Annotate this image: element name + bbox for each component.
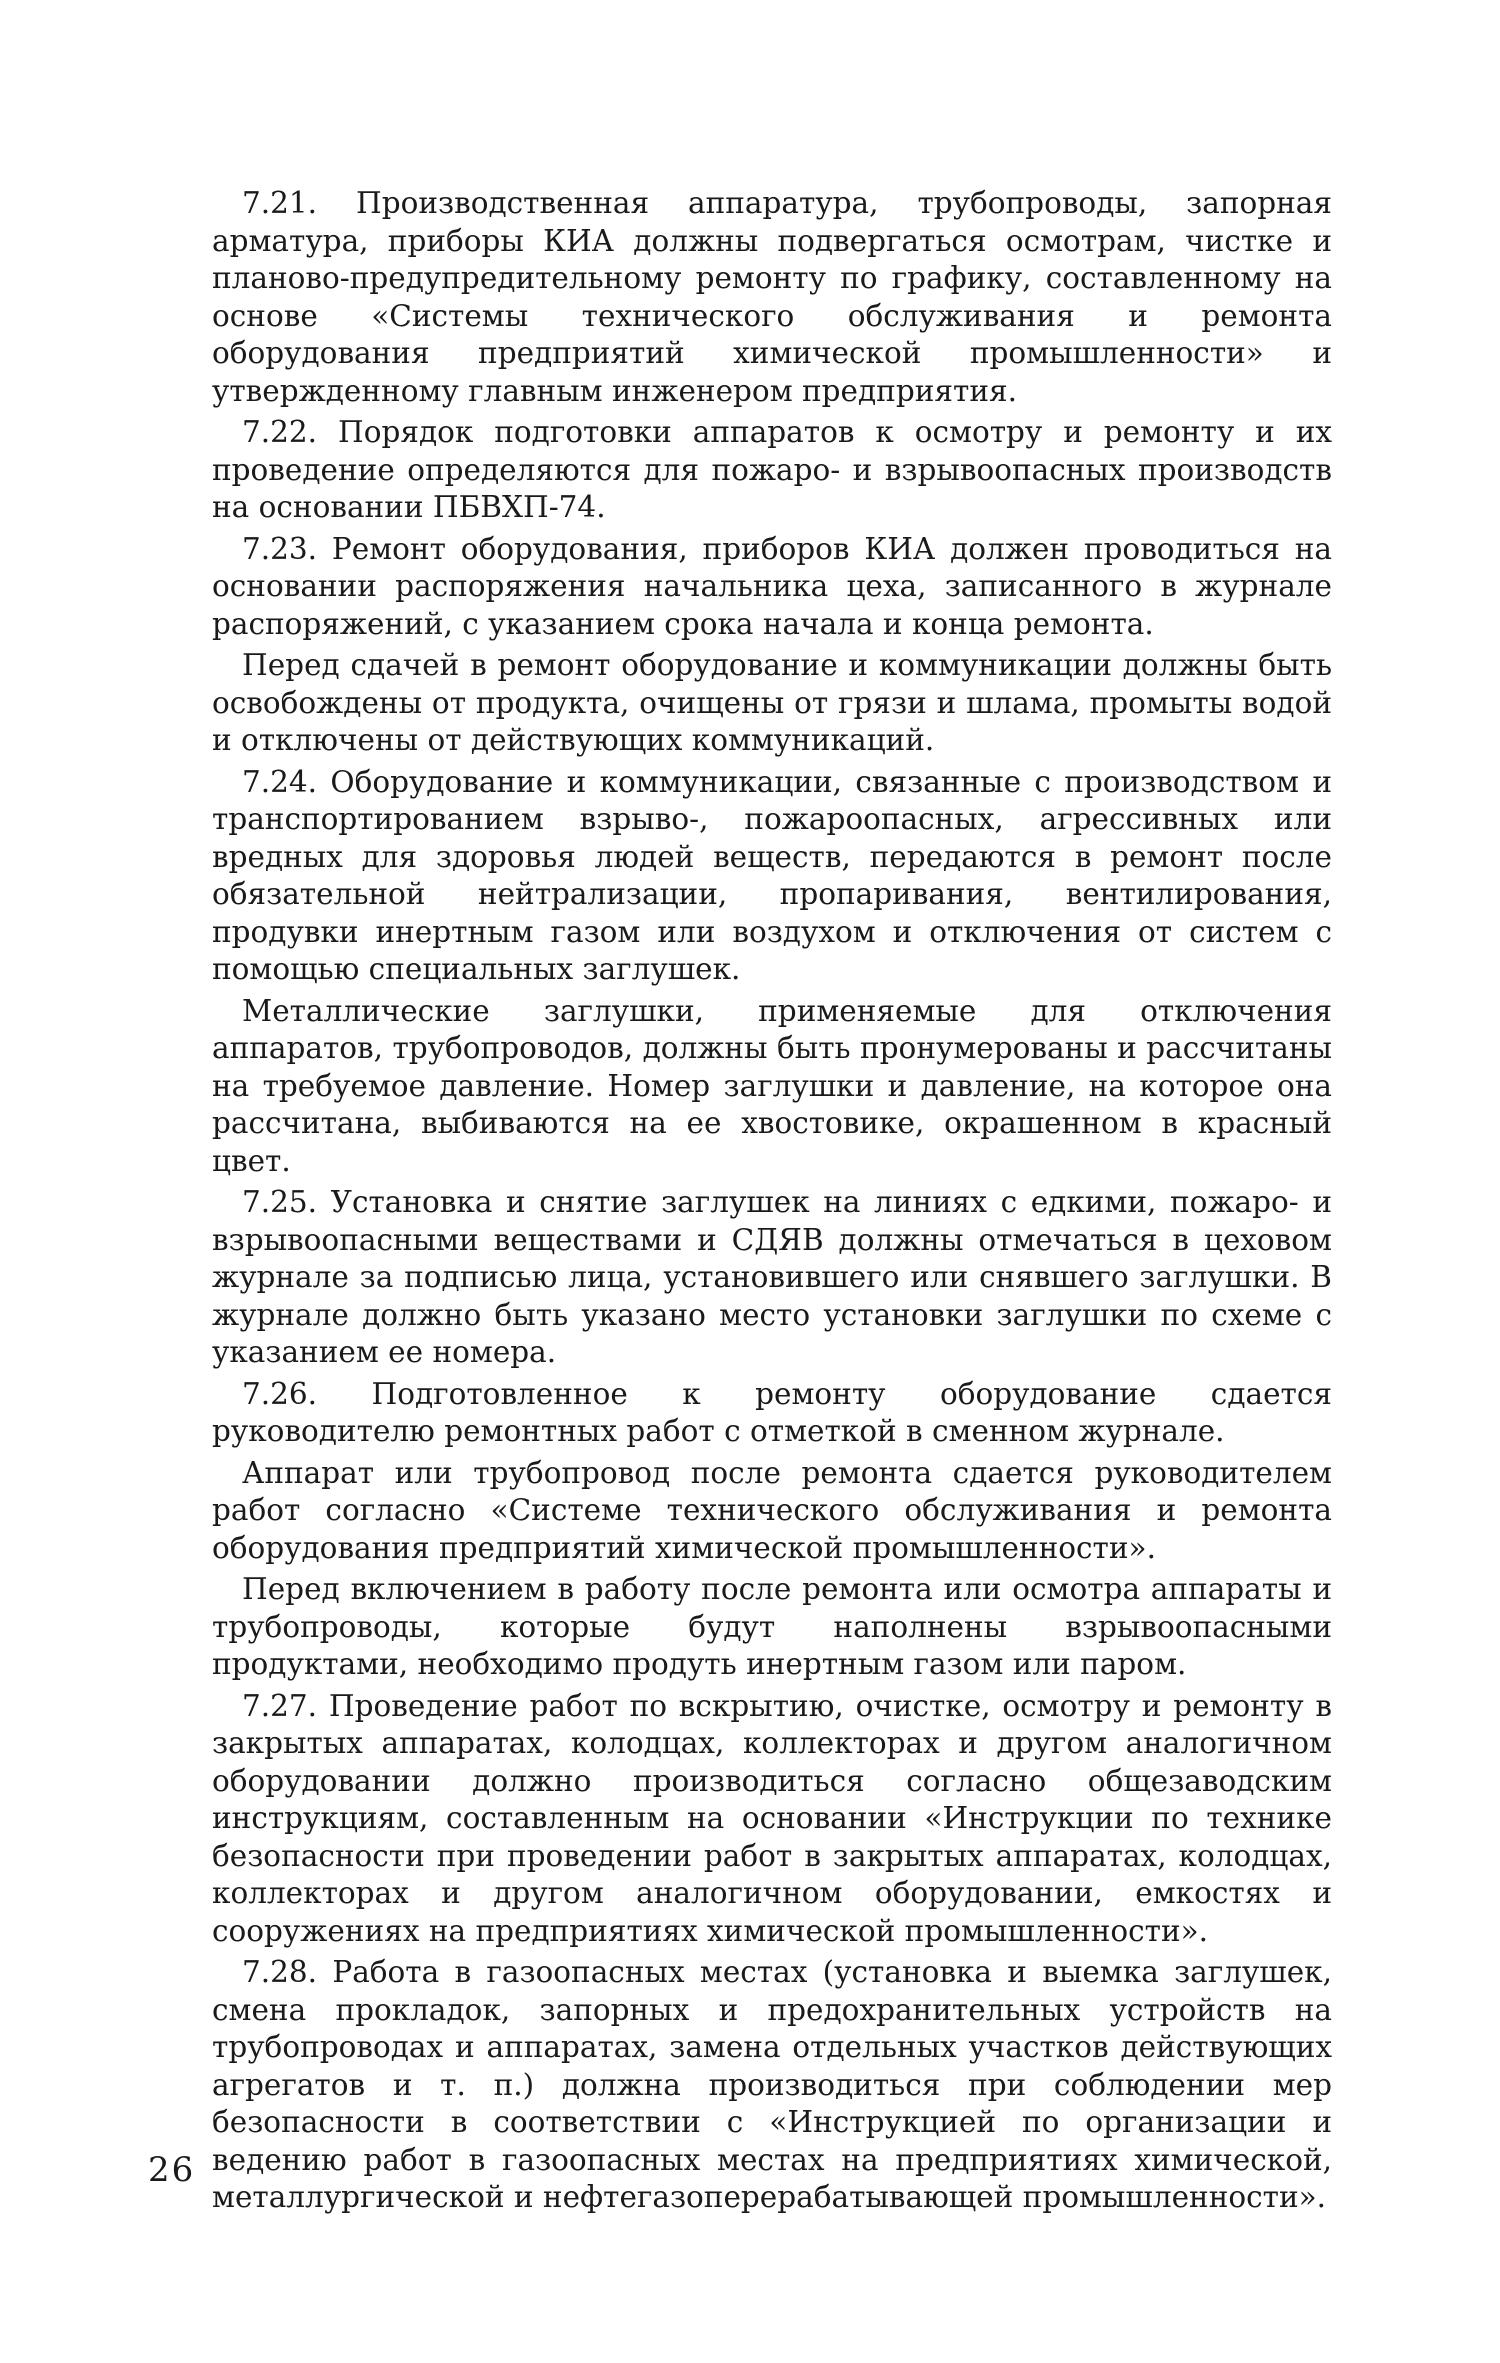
paragraph-7-28: 7.28. Работа в газоопасных местах (установка и выемка заглушек, смена прокладок, запорных и предохранительных устройств на трубопроводах и аппаратах, замена отдельных участков действующих агрегатов и т. п.) должна производиться при соблюдении мер безопасности в соответствии с «Инструкцией по организации и ведению работ в газоопасных местах на предприятиях химической, металлургической и нефтегазоперерабатывающей промышленности». bbox=[212, 1955, 1332, 2214]
paragraph-7-26-cont-2: Перед включением в работу после ремонта или осмотра аппараты и трубопроводы, которые будут наполнены взрывоопасными продуктами, необходимо продуть инертным газом или паром. bbox=[212, 1572, 1332, 1681]
paragraph-7-23-cont: Перед сдачей в ремонт оборудование и коммуникации должны быть освобождены от продукта, очищены от грязи и шлама, промыты водой и отключены от действующих коммуникаций. bbox=[212, 648, 1332, 757]
paragraph-7-25: 7.25. Установка и снятие заглушек на линиях с едкими, пожаро- и взрывоопасными веществами и СДЯВ должны отмечаться в цеховом журнале за подписью лица, установившего или снявшего заглушки. В журнале должно быть указано место установки заглушки по схеме с указанием ее номера. bbox=[212, 1185, 1332, 1369]
paragraph-7-26: 7.26. Подготовленное к ремонту оборудование сдается руководителю ремонтных работ с отметкой в сменном журнале. bbox=[212, 1376, 1332, 1448]
paragraph-7-27: 7.27. Проведение работ по вскрытию, очистке, осмотру и ремонту в закрытых аппаратах, колодцах, коллекторах и другом аналогичном оборудовании должно производиться согласно общезаводским инструкциям, составленным на основании «Инструкции по технике безопасности при проведении работ в закрытых аппаратах, колодцах, коллекторах и другом аналогичном оборудовании, емкостях и сооружениях на предприятиях химической промышленности». bbox=[212, 1688, 1332, 1948]
paragraph-7-23: 7.23. Ремонт оборудования, приборов КИА должен проводиться на основании распоряжения начальника цеха, записанного в журнале распоряжений, с указанием срока начала и конца ремонта. bbox=[212, 531, 1332, 641]
paragraph-7-26-cont-1: Аппарат или трубопровод после ремонта сдается руководителем работ согласно «Системе технического обслуживания и ремонта оборудования предприятий химической промышленности». bbox=[212, 1455, 1332, 1565]
paragraph-7-24: 7.24. Оборудование и коммуникации, связанные с производством и транспортированием взрыво-, пожароопасных, агрессивных или вредных для здоровья людей веществ, передаются в ремонт после обязательной нейтрализации, пропаривания, вентилирования, продувки инертным газом или воздухом и отключения от систем с помощью специальных заглушек. bbox=[212, 764, 1332, 986]
page-body bbox=[212, 185, 1332, 2221]
paragraph-7-24-cont: Металлические заглушки, применяемые для отключения аппаратов, трубопроводов, должны быть пронумерованы и рассчитаны на требуемое давление. Номер заглушки и давление, на которое она рассчитана, выбиваются на ее хвостовике, окрашенном в красный цвет. bbox=[212, 993, 1332, 1178]
page-number: 26 bbox=[148, 2150, 196, 2190]
paragraph-7-22: 7.22. Порядок подготовки аппаратов к осмотру и ремонту и их проведение определяются для пожаро- и взрывоопасных производств на основании ПБВХП-74. bbox=[212, 415, 1332, 524]
paragraph-7-21: 7.21. Производственная аппаратура, трубопроводы, запорная арматура, приборы КИА должны подвергаться осмотрам, чистке и планово-предупредительному ремонту по графику, составленному на основе «Системы технического обслуживания и ремонта оборудования предприятий химической промышленности» и утвержденному главным инженером предприятия. bbox=[212, 186, 1332, 408]
